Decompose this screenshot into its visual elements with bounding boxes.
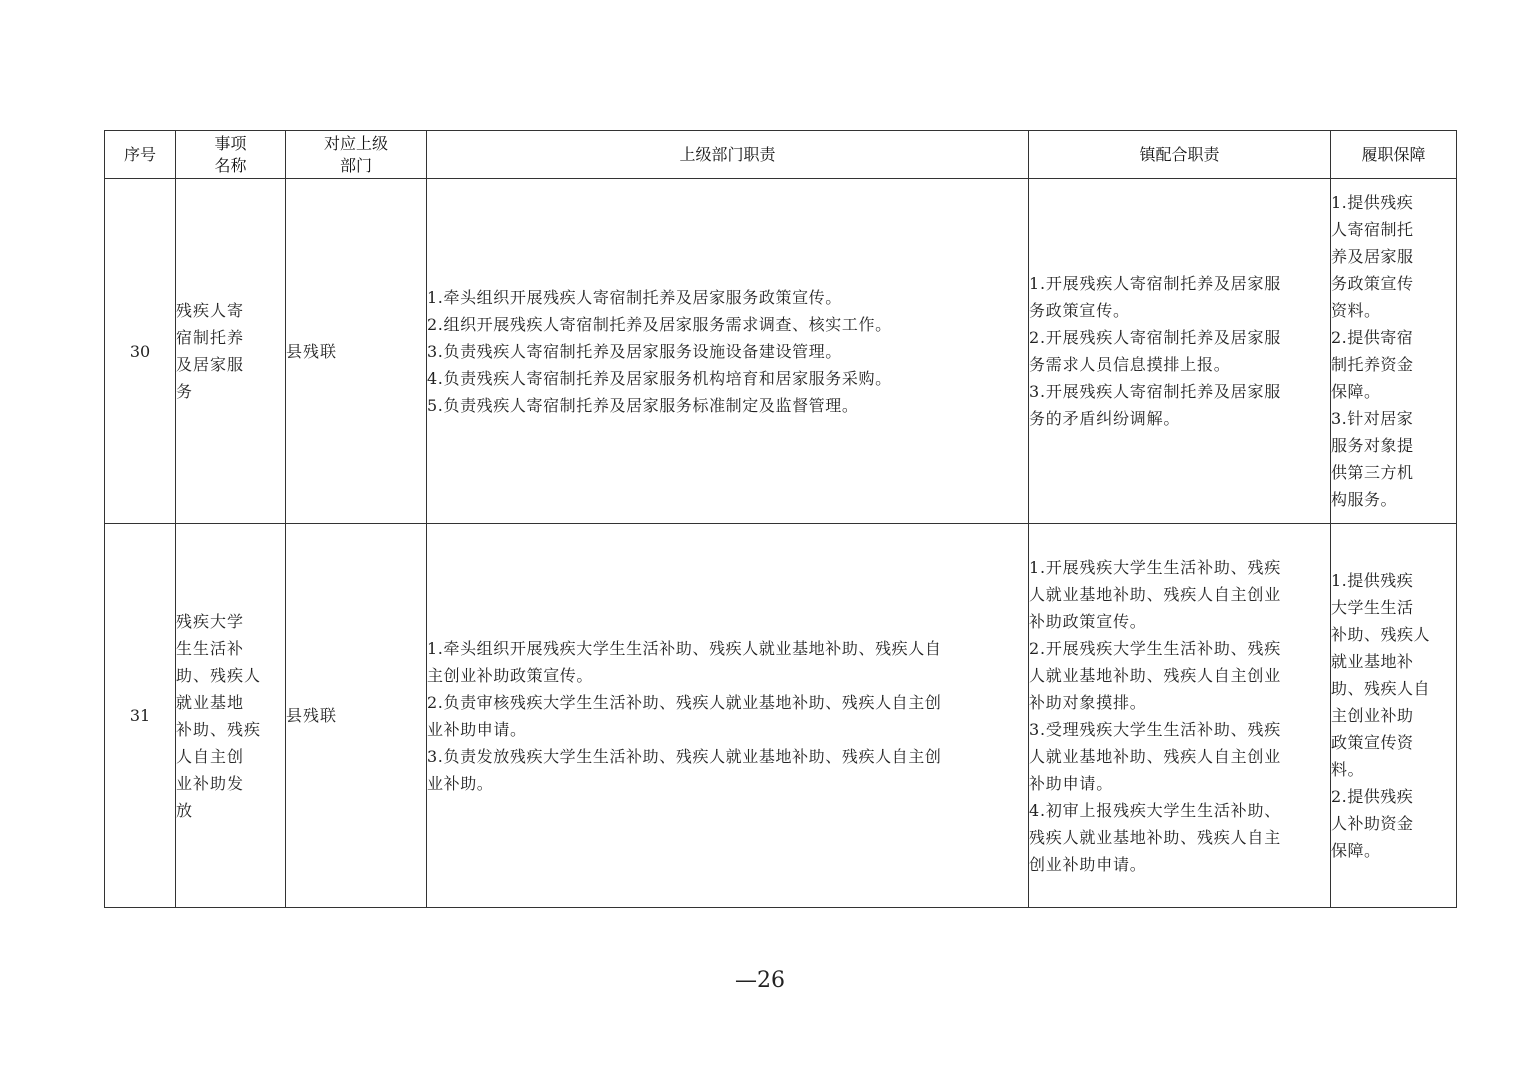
text-line: 资料。 — [1331, 301, 1381, 320]
duty-table — [104, 130, 1457, 908]
text-line: 3.受理残疾大学生生活补助、残疾 — [1029, 719, 1282, 739]
text-line: 3.负责发放残疾大学生生活补助、残疾人就业基地补助、残疾人自主创 — [427, 746, 942, 766]
text-line: 4.初审上报残疾大学生生活补助、 — [1029, 800, 1282, 820]
seq-cell: 31 — [105, 524, 176, 908]
text-line: 构服务。 — [1331, 490, 1398, 509]
text-line: 补助、残疾 — [176, 719, 262, 739]
text-line: 保障。 — [1331, 382, 1381, 401]
text-line: 人就业基地补助、残疾人自主创业 — [1029, 665, 1282, 685]
text-line: 业补助申请。 — [427, 719, 527, 739]
text-line: 务需求人员信息摸排上报。 — [1029, 355, 1231, 374]
text-line: 3.开展残疾人寄宿制托养及居家服 — [1029, 382, 1282, 401]
table-row — [105, 524, 1457, 908]
text-line: 补助对象摸排。 — [1029, 692, 1147, 712]
text-line: 5.负责残疾人寄宿制托养及居家服务标准制定及监督管理。 — [427, 395, 859, 415]
text-line: 保障。 — [1331, 841, 1381, 860]
text-line: 2.负责审核残疾大学生生活补助、残疾人就业基地补助、残疾人自主创 — [427, 692, 942, 712]
text-line: 残疾人寄 — [176, 301, 245, 320]
town-duties-cell — [1029, 524, 1331, 908]
text-line: 3.针对居家 — [1331, 409, 1414, 428]
header-item-name-line1: 事项 — [214, 133, 247, 153]
text-line: 人补助资金 — [1331, 814, 1414, 833]
text-line: 务政策宣传。 — [1029, 301, 1130, 320]
text-line: 业补助发 — [176, 773, 245, 793]
text-line: 人寄宿制托 — [1331, 220, 1414, 239]
text-line: 养及居家服 — [1331, 247, 1414, 266]
text-line: 人自主创 — [176, 746, 245, 766]
text-line: 1.牵头组织开展残疾大学生生活补助、残疾人就业基地补助、残疾人自 — [427, 638, 942, 658]
upper-duties-cell — [427, 179, 1029, 524]
text-line: 务政策宣传 — [1331, 274, 1414, 293]
text-line: 业补助。 — [427, 773, 494, 793]
text-line: 制托养资金 — [1331, 355, 1414, 374]
header-upper-duties: 上级部门职责 — [427, 131, 1029, 179]
text-line: 2.开展残疾大学生生活补助、残疾 — [1029, 638, 1282, 658]
text-line: 残疾人就业基地补助、残疾人自主 — [1029, 827, 1282, 847]
text-line: 主创业补助政策宣传。 — [427, 665, 594, 685]
text-line: 政策宣传资 — [1331, 733, 1414, 752]
seq-cell: 30 — [105, 179, 176, 524]
text-line: 2.提供残疾 — [1331, 787, 1414, 806]
text-line: 务的矛盾纠纷调解。 — [1029, 409, 1181, 428]
guarantee-cell — [1331, 524, 1457, 908]
text-line: 宿制托养 — [176, 328, 245, 347]
text-line: 1.提供残疾 — [1331, 193, 1414, 212]
dept-cell: 县残联 — [286, 179, 427, 524]
text-line: 料。 — [1331, 760, 1365, 779]
text-line: 务 — [176, 382, 194, 401]
text-line: 4.负责残疾人寄宿制托养及居家服务机构培育和居家服务采购。 — [427, 368, 892, 388]
text-line: 1.开展残疾人寄宿制托养及居家服 — [1029, 274, 1282, 293]
page-number: —26 — [735, 968, 785, 993]
header-item-name — [176, 131, 286, 179]
header-dept-line1: 对应上级 — [323, 133, 388, 153]
text-line: 1.提供残疾 — [1331, 571, 1414, 590]
text-line: 2.提供寄宿 — [1331, 328, 1414, 347]
item-name-cell — [176, 179, 286, 524]
text-line: 就业基地补 — [1331, 652, 1414, 671]
text-line: 补助申请。 — [1029, 773, 1114, 793]
dept-cell: 县残联 — [286, 524, 427, 908]
upper-duties-cell — [427, 524, 1029, 908]
text-line: 供第三方机 — [1331, 463, 1414, 482]
guarantee-cell — [1331, 179, 1457, 524]
header-guarantee: 履职保障 — [1331, 131, 1457, 179]
text-line: 及居家服 — [176, 355, 245, 374]
text-line: 残疾大学 — [176, 611, 245, 631]
text-line: 助、残疾人 — [176, 665, 262, 685]
header-dept-line2: 部门 — [339, 155, 372, 175]
text-line: 人就业基地补助、残疾人自主创业 — [1029, 746, 1282, 766]
text-line: 补助政策宣传。 — [1029, 611, 1147, 631]
header-seq: 序号 — [105, 131, 176, 179]
text-line: 创业补助申请。 — [1029, 854, 1147, 874]
text-line: 人就业基地补助、残疾人自主创业 — [1029, 584, 1282, 604]
text-line: 就业基地 — [176, 692, 245, 712]
header-dept — [286, 131, 427, 179]
text-line: 放 — [176, 800, 194, 820]
header-row — [105, 131, 1457, 179]
text-line: 2.组织开展残疾人寄宿制托养及居家服务需求调查、核实工作。 — [427, 314, 892, 334]
text-line: 2.开展残疾人寄宿制托养及居家服 — [1029, 328, 1282, 347]
text-line: 3.负责残疾人寄宿制托养及居家服务设施设备建设管理。 — [427, 341, 842, 361]
text-line: 主创业补助 — [1331, 706, 1414, 725]
header-town-duties: 镇配合职责 — [1029, 131, 1331, 179]
text-line: 服务对象提 — [1331, 436, 1414, 455]
text-line: 生生活补 — [176, 638, 245, 658]
text-line: 1.开展残疾大学生生活补助、残疾 — [1029, 557, 1282, 577]
header-item-name-line2: 名称 — [214, 155, 247, 175]
text-line: 补助、残疾人 — [1331, 625, 1431, 644]
text-line: 1.牵头组织开展残疾人寄宿制托养及居家服务政策宣传。 — [427, 287, 842, 307]
text-line: 大学生生活 — [1331, 598, 1414, 617]
item-name-cell — [176, 524, 286, 908]
town-duties-cell — [1029, 179, 1331, 524]
table-row — [105, 179, 1457, 524]
text-line: 助、残疾人自 — [1331, 679, 1431, 698]
